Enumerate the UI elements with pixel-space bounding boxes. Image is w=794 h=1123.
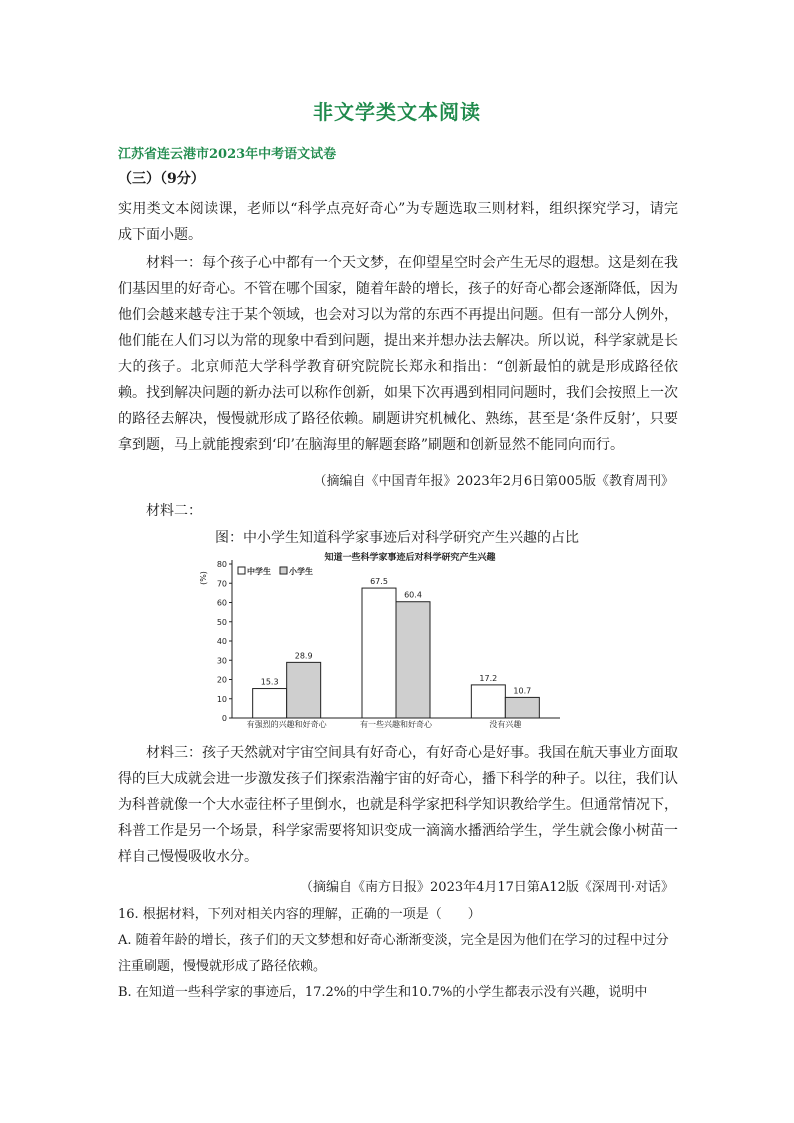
y-tick-label: 80 bbox=[216, 560, 227, 569]
y-tick-label: 60 bbox=[216, 598, 227, 608]
category-label: 没有兴趣 bbox=[489, 720, 522, 729]
material-two-label: 材料二： bbox=[146, 503, 202, 519]
y-axis-label: (%) bbox=[199, 571, 208, 585]
bar-value-label: 67.5 bbox=[370, 577, 388, 587]
option-b[interactable]: B. 在知道一些科学家的事迹后，17.2%的中学生和10.7%的小学生都表示没有兴趣，说明中 bbox=[118, 985, 648, 1000]
bar-middle-school bbox=[253, 689, 287, 718]
bar-middle-school bbox=[362, 588, 396, 718]
y-tick-label: 10 bbox=[216, 694, 227, 704]
material-three: 材料三：孩子天然就对宇宙空间具有好奇心，有好奇心是好事。我国在航天事业方面取得的巨大成就会进一步激发孩子们探索浩瀚宇宙的好奇心，播下科学的种子。以往，我们认为科普就像一个大水壶往杯子里倒水，也就是科学家把科学知识教给学生。但通常情况下，科普工作是另一个场景，科学家需要将知识变成一滴滴水播洒给学生，学生就会像小树苗一样自己慢慢吸收水分。 bbox=[118, 745, 678, 865]
legend-label: 小学生 bbox=[289, 567, 313, 576]
exam-source: 江苏省连云港市2023年中考语文试卷 bbox=[118, 147, 337, 162]
option-a[interactable]: A. 随着年龄的增长，孩子们的天文梦想和好奇心渐渐变淡，完全是因为他们在学习的过程中过分注重刷题，慢慢就形成了路径依赖。 bbox=[118, 933, 669, 974]
chart-title: 知道一些科学家事迹后对科学研究产生兴趣 bbox=[324, 553, 496, 563]
bar-value-label: 28.9 bbox=[294, 651, 313, 661]
page-title: 非文学类文本阅读 bbox=[313, 100, 481, 124]
figure-caption: 图：中小学生知道科学家事迹后对科学研究产生兴趣的占比 bbox=[215, 530, 579, 546]
legend-swatch bbox=[238, 567, 245, 574]
chart-canvas bbox=[200, 550, 592, 730]
bar-value-label: 10.7 bbox=[513, 686, 532, 696]
chart-legend bbox=[238, 566, 313, 576]
y-tick-label: 30 bbox=[216, 656, 227, 666]
bar-middle-school bbox=[471, 685, 505, 718]
legend-swatch bbox=[280, 567, 287, 574]
y-tick-label: 70 bbox=[216, 579, 227, 589]
bar-chart bbox=[200, 550, 592, 730]
question-16: 16. 根据材料，下列对相关内容的理解，正确的一项是（ ） bbox=[118, 907, 481, 922]
citation-one: （摘编自《中国青年报》2023年2月6日第005版《教育周刊》 bbox=[313, 474, 674, 489]
bar-value-label: 60.4 bbox=[404, 590, 422, 600]
bar-primary-school bbox=[396, 602, 430, 718]
citation-three: （摘编自《南方日报》2023年4月17日第A12版《深周刊·对话》 bbox=[300, 880, 674, 895]
y-tick-label: 0 bbox=[221, 714, 227, 723]
category-label: 有一些兴趣和好奇心 bbox=[360, 720, 432, 729]
bar-value-label: 15.3 bbox=[260, 677, 279, 687]
legend-label: 中学生 bbox=[247, 567, 271, 576]
bar-primary-school bbox=[505, 697, 539, 718]
y-tick-label: 20 bbox=[216, 675, 227, 685]
material-one: 材料一：每个孩子心中都有一个天文梦，在仰望星空时会产生无尽的遐想。这是刻在我们基因里的好奇心。不管在哪个国家，随着年龄的增长，孩子的好奇心都会逐渐降低，因为他们会越来越专注于某个领域，也会对习以为常的东西不再提出问题。但有一部分人例外，他们能在人们习以为常的现象中看到问题，提出来并想办法去解决。所以说，科学家就是长大的孩子。北京师范大学科学教育研究院院长郑永和指出：“创新最怕的就是形成路径依赖。找到解决问题的新办法可以称作创新，如果下次再遇到相同问题时，我们会按照上一次的路径去解决，慢慢就形成了路径依赖。刷题讲究机械化、熟练，甚至是‘条件反射’，只要拿到题，马上就能搜索到‘印’在脑海里的解题套路”刷题和创新显然不能同向而行。 bbox=[118, 255, 678, 453]
bar-primary-school bbox=[287, 662, 321, 718]
y-tick-label: 50 bbox=[216, 617, 227, 627]
category-label: 有强烈的兴趣和好奇心 bbox=[246, 720, 327, 729]
y-tick-label: 40 bbox=[216, 637, 227, 646]
bar-value-label: 17.2 bbox=[479, 673, 498, 683]
section-heading: （三）（9分） bbox=[118, 171, 205, 187]
intro-paragraph: 实用类文本阅读课，老师以“科学点亮好奇心”为专题选取三则材料，组织探究学习，请完成下面小题。 bbox=[118, 201, 678, 243]
